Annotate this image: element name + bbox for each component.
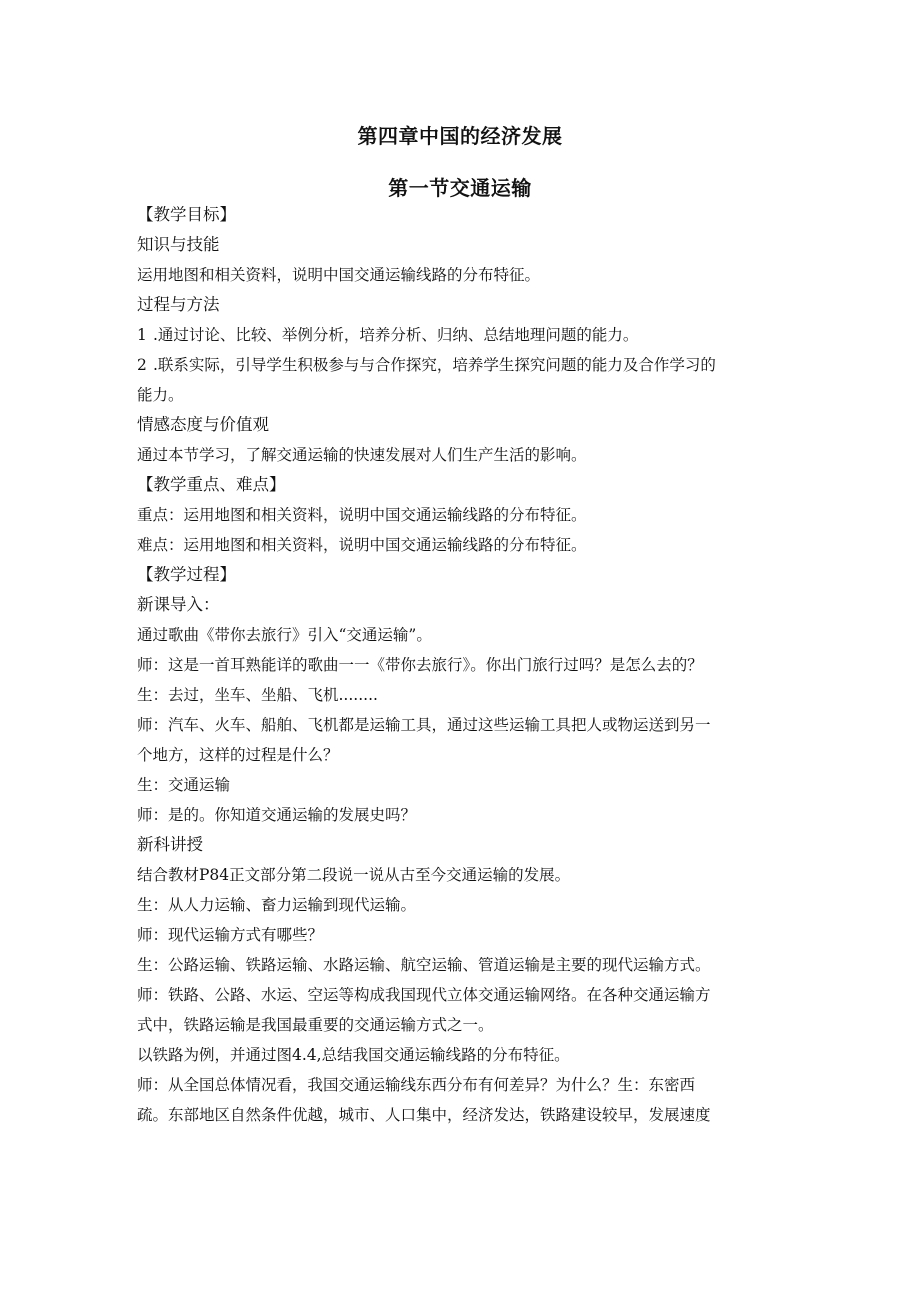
- paragraph-line: [137, 890, 787, 920]
- paragraph-line: [137, 620, 787, 650]
- line-text: 个地方，这样的过程是什么？: [137, 746, 339, 764]
- paragraph-line: [137, 1070, 787, 1100]
- line-text: 知识与技能: [137, 235, 220, 254]
- paragraph-line: [137, 920, 787, 950]
- paragraph-line: [137, 1010, 787, 1040]
- paragraph-line: [137, 950, 787, 980]
- section-heading: [137, 560, 787, 590]
- line-text: 师：汽车、火车、船舶、飞机都是运输工具，通过这些运输工具把人或物运送到另一: [137, 716, 711, 734]
- line-text: 【教学目标】: [137, 205, 236, 224]
- chapter-title: 第四章中国的经济发展: [357, 124, 563, 148]
- line-text: 运用地图和相关资料，说明中国交通运输线路的分布特征。: [137, 266, 541, 284]
- line-text: 生：从人力运输、畜力运输到现代运输。: [137, 896, 417, 914]
- section-heading: [137, 410, 787, 440]
- paragraph-line: [137, 860, 787, 890]
- line-text: 生：公路运输、铁路运输、水路运输、航空运输、管道运输是主要的现代运输方式。: [137, 956, 711, 974]
- line-text: 师：这是一首耳熟能详的歌曲一一《带你去旅行》。你出门旅行过吗？是怎么去的？: [137, 656, 703, 674]
- line-text: 以铁路为例，并通过图4.4,总结我国交通运输线路的分布特征。: [137, 1046, 570, 1064]
- line-text: 师：现代运输方式有哪些？: [137, 926, 324, 944]
- line-text: .通过讨论、比较、举例分析，培养分析、归纳、总结地理问题的能力。: [153, 326, 639, 344]
- line-text: 情感态度与价值观: [137, 415, 269, 434]
- paragraph-line: [137, 800, 787, 830]
- line-text: 通过歌曲《带你去旅行》引入“交通运输”。: [137, 626, 432, 644]
- line-text: 生：交通运输: [137, 776, 231, 794]
- line-text: 疏。东部地区自然条件优越，城市、人口集中，经济发达，铁路建设较早，发展速度: [137, 1106, 711, 1124]
- line-text: 师：铁路、公路、水运、空运等构成我国现代立体交通运输网络。在各种交通运输方: [137, 986, 711, 1004]
- paragraph-line: [137, 350, 787, 380]
- section-heading: [137, 290, 787, 320]
- section-heading: [137, 830, 787, 860]
- line-text: 生：去过，坐车、坐船、飞机........: [137, 686, 378, 704]
- line-text: 新科讲授: [137, 835, 203, 854]
- list-number: 2: [137, 356, 147, 374]
- line-text: 师：是的。你知道交通运输的发展史吗？: [137, 806, 417, 824]
- line-text: 能力。: [137, 386, 184, 404]
- section-title: 第一节交通运输: [388, 176, 532, 200]
- paragraph-line: [137, 530, 787, 560]
- paragraph-line: [137, 980, 787, 1010]
- paragraph-line: [137, 710, 787, 740]
- line-text: 式中，铁路运输是我国最重要的交通运输方式之一。: [137, 1016, 494, 1034]
- line-text: 【教学重点、难点】: [137, 475, 286, 494]
- paragraph-line: [137, 320, 787, 350]
- line-text: 过程与方法: [137, 295, 220, 314]
- line-text: 新课导入：: [137, 595, 220, 614]
- paragraph-line: [137, 740, 787, 770]
- line-text: .联系实际，引导学生积极参与与合作探究，培养学生探究问题的能力及合作学习的: [153, 356, 716, 374]
- line-text: 结合教材P84正文部分第二段说一说从古至今交通运输的发展。: [137, 866, 571, 884]
- section-heading: [137, 470, 787, 500]
- paragraph-line: [137, 1040, 787, 1070]
- paragraph-line: [137, 770, 787, 800]
- paragraph-line: [137, 680, 787, 710]
- paragraph-line: [137, 1100, 787, 1130]
- paragraph-line: [137, 260, 787, 290]
- document-body: [137, 200, 787, 1130]
- paragraph-line: [137, 380, 787, 410]
- line-text: 通过本节学习，了解交通运输的快速发展对人们生产生活的影响。: [137, 446, 587, 464]
- section-heading: [137, 590, 787, 620]
- line-text: 【教学过程】: [137, 565, 236, 584]
- paragraph-line: [137, 440, 787, 470]
- section-heading: [137, 200, 787, 230]
- line-text: 重点：运用地图和相关资料，说明中国交通运输线路的分布特征。: [137, 506, 587, 524]
- line-text: 师：从全国总体情况看，我国交通运输线东西分布有何差异？为什么？生：东密西: [137, 1076, 696, 1094]
- list-number: 1: [137, 326, 147, 344]
- section-heading: [137, 230, 787, 260]
- paragraph-line: [137, 500, 787, 530]
- line-text: 难点：运用地图和相关资料，说明中国交通运输线路的分布特征。: [137, 536, 587, 554]
- paragraph-line: [137, 650, 787, 680]
